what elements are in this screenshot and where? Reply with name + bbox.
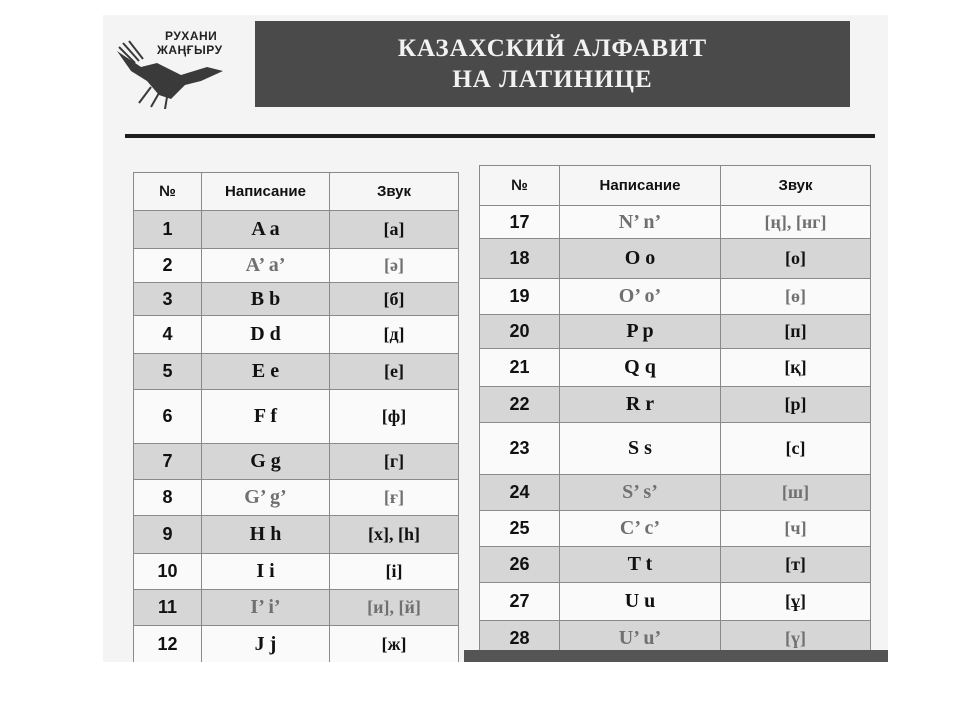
table-row: [134, 554, 459, 590]
table-row: [480, 423, 871, 475]
row-letter: I i: [202, 554, 330, 590]
eagle-icon: [111, 37, 229, 109]
row-sound: [т]: [721, 547, 871, 583]
row-number: 21: [480, 349, 560, 387]
row-sound: [д]: [330, 316, 459, 354]
row-letter: R r: [560, 387, 721, 423]
table-row: [134, 444, 459, 480]
row-letter: H h: [202, 516, 330, 554]
row-number: 10: [134, 554, 202, 590]
scan-edge-strip: [464, 650, 888, 662]
row-letter: U’ u’: [560, 621, 721, 657]
row-sound: [р]: [721, 387, 871, 423]
row-number: 27: [480, 583, 560, 621]
table-row: [480, 279, 871, 315]
row-sound: [и], [й]: [330, 590, 459, 626]
row-sound: [г]: [330, 444, 459, 480]
table-row: [134, 590, 459, 626]
row-sound: [ф]: [330, 390, 459, 444]
title-line2: НА ЛАТИНИЦЕ: [452, 66, 653, 93]
row-sound: [с]: [721, 423, 871, 475]
row-sound: [о]: [721, 239, 871, 279]
divider-rule: [125, 134, 875, 138]
row-number: 18: [480, 239, 560, 279]
row-letter: E e: [202, 354, 330, 390]
alphabet-table-right: [479, 165, 871, 657]
table-row: [134, 626, 459, 663]
row-sound: [қ]: [721, 349, 871, 387]
row-number: 17: [480, 206, 560, 239]
table-row: [134, 354, 459, 390]
row-letter: S’ s’: [560, 475, 721, 511]
row-number: 7: [134, 444, 202, 480]
table-row: [134, 516, 459, 554]
header-spelling: Написание: [202, 173, 330, 211]
row-number: 3: [134, 283, 202, 316]
header-sound: Звук: [721, 166, 871, 206]
row-number: 19: [480, 279, 560, 315]
table-row: [480, 387, 871, 423]
row-letter: A’ a’: [202, 249, 330, 283]
row-sound: [е]: [330, 354, 459, 390]
table-row: [134, 480, 459, 516]
row-number: 9: [134, 516, 202, 554]
row-number: 22: [480, 387, 560, 423]
row-number: 1: [134, 211, 202, 249]
row-sound: [ғ]: [330, 480, 459, 516]
row-sound: [б]: [330, 283, 459, 316]
row-letter: F f: [202, 390, 330, 444]
header-spelling: Написание: [560, 166, 721, 206]
table-row: [134, 390, 459, 444]
table-row: [480, 315, 871, 349]
row-sound: [ж]: [330, 626, 459, 663]
row-number: 5: [134, 354, 202, 390]
row-number: 26: [480, 547, 560, 583]
row-letter: D d: [202, 316, 330, 354]
header-number: №: [480, 166, 560, 206]
row-sound: [ч]: [721, 511, 871, 547]
row-sound: [і]: [330, 554, 459, 590]
row-letter: P p: [560, 315, 721, 349]
scanned-page: [103, 15, 888, 662]
row-number: 4: [134, 316, 202, 354]
row-number: 28: [480, 621, 560, 657]
table-header-row: [480, 166, 871, 206]
row-number: 24: [480, 475, 560, 511]
logo-text-line1: РУХАНИ: [165, 29, 218, 43]
row-letter: S s: [560, 423, 721, 475]
row-letter: T t: [560, 547, 721, 583]
table-row: [134, 316, 459, 354]
table-row: [480, 547, 871, 583]
row-sound: [ү]: [721, 621, 871, 657]
row-number: 2: [134, 249, 202, 283]
row-sound: [х], [h]: [330, 516, 459, 554]
header-number: №: [134, 173, 202, 211]
row-letter: G’ g’: [202, 480, 330, 516]
rukhani-zhangyru-logo: [111, 21, 231, 111]
row-letter: B b: [202, 283, 330, 316]
table-row: [480, 206, 871, 239]
row-sound: [ң], [нг]: [721, 206, 871, 239]
row-sound: [ә]: [330, 249, 459, 283]
row-sound: [ш]: [721, 475, 871, 511]
table-row: [480, 475, 871, 511]
row-letter: G g: [202, 444, 330, 480]
table-row: [134, 211, 459, 249]
row-number: 12: [134, 626, 202, 663]
logo-text-line2: ЖАҢҒЫРУ: [157, 43, 223, 57]
row-letter: Q q: [560, 349, 721, 387]
row-letter: O o: [560, 239, 721, 279]
table-row: [134, 249, 459, 283]
row-sound: [а]: [330, 211, 459, 249]
row-letter: U u: [560, 583, 721, 621]
table-row: [480, 511, 871, 547]
header-sound: Звук: [330, 173, 459, 211]
title-banner: [255, 21, 850, 107]
row-number: 25: [480, 511, 560, 547]
table-header-row: [134, 173, 459, 211]
row-letter: J j: [202, 626, 330, 663]
row-letter: O’ o’: [560, 279, 721, 315]
row-letter: C’ c’: [560, 511, 721, 547]
row-sound: [ұ]: [721, 583, 871, 621]
row-sound: [ө]: [721, 279, 871, 315]
row-letter: A a: [202, 211, 330, 249]
table-row: [480, 583, 871, 621]
row-number: 20: [480, 315, 560, 349]
row-number: 8: [134, 480, 202, 516]
row-number: 23: [480, 423, 560, 475]
row-number: 11: [134, 590, 202, 626]
row-number: 6: [134, 390, 202, 444]
title-line1: КАЗАХСКИЙ АЛФАВИТ: [397, 35, 708, 62]
row-letter: N’ n’: [560, 206, 721, 239]
row-letter: I’ i’: [202, 590, 330, 626]
alphabet-table-left: [133, 172, 459, 662]
table-row: [480, 239, 871, 279]
table-row: [134, 283, 459, 316]
row-sound: [п]: [721, 315, 871, 349]
table-row: [480, 349, 871, 387]
